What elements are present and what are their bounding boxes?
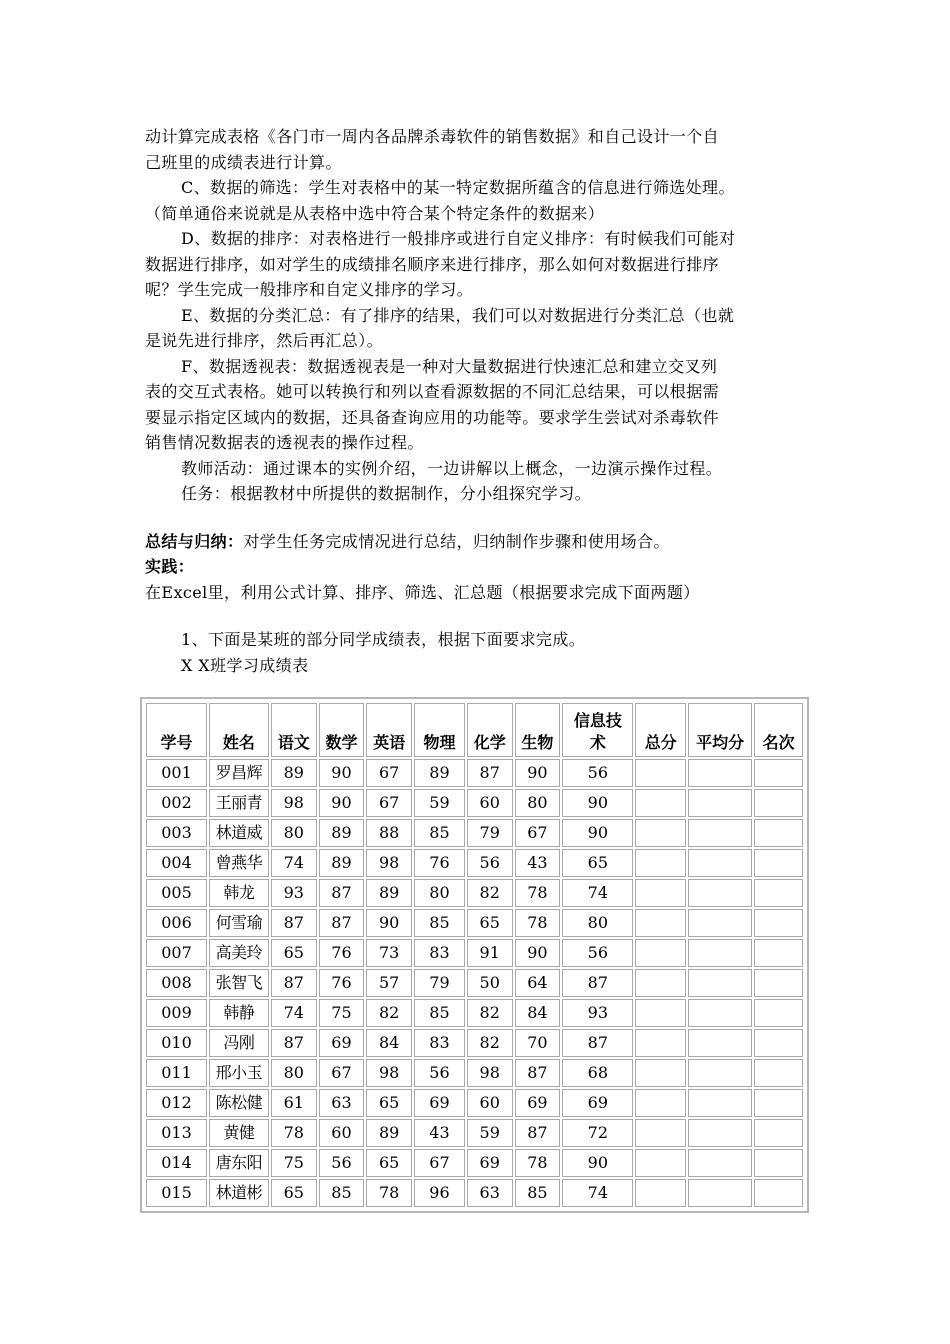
table-row	[146, 1119, 803, 1147]
table-cell: 85	[319, 1179, 365, 1207]
paragraph: 表的交互式表格。她可以转换行和列以查看源数据的不同汇总结果，可以根据需	[145, 382, 720, 401]
header-cell: 语文	[271, 703, 317, 757]
name-cell: 韩龙	[209, 879, 269, 907]
name-cell: 王丽青	[209, 789, 269, 817]
table-cell: 74	[271, 999, 317, 1027]
table-cell: 83	[414, 939, 465, 967]
header-cell: 总分	[635, 703, 686, 757]
table-cell	[754, 1059, 803, 1087]
table-cell: 90	[515, 759, 561, 787]
table-cell: 96	[414, 1179, 465, 1207]
table-cell	[635, 1089, 686, 1117]
table-cell	[688, 879, 752, 907]
table-cell: 83	[414, 1029, 465, 1057]
table-cell	[754, 879, 803, 907]
table-cell: 57	[366, 969, 412, 997]
paragraph: F、数据透视表：数据透视表是一种对大量数据进行快速汇总和建立交叉列	[181, 356, 718, 376]
grade-table	[144, 701, 805, 1209]
table-cell: 013	[146, 1119, 207, 1147]
task-1: 1、下面是某班的部分同学成绩表，根据下面要求完成。	[181, 630, 586, 649]
table-cell: 63	[467, 1179, 513, 1207]
paragraph: C、数据的筛选：学生对表格中的某一特定数据所蕴含的信息进行筛选处理。	[181, 178, 735, 197]
table-cell: 67	[319, 1059, 365, 1087]
table-cell: 50	[467, 969, 513, 997]
table-cell	[688, 759, 752, 787]
header-cell: 数学	[319, 703, 365, 757]
table-row	[146, 1179, 803, 1207]
practice-label: 实践：	[145, 557, 195, 576]
table-cell	[635, 879, 686, 907]
table-cell	[688, 939, 752, 967]
table-cell: 69	[467, 1149, 513, 1177]
table-cell: 65	[467, 909, 513, 937]
name-cell: 陈松健	[209, 1089, 269, 1117]
table-cell: 67	[366, 759, 412, 787]
table-cell	[754, 819, 803, 847]
table-cell: 56	[319, 1149, 365, 1177]
table-cell: 93	[271, 879, 317, 907]
table-cell: 67	[366, 789, 412, 817]
table-cell	[688, 909, 752, 937]
table-cell: 009	[146, 999, 207, 1027]
table-row	[146, 1059, 803, 1087]
table-cell	[635, 759, 686, 787]
table-cell: 59	[414, 789, 465, 817]
table-cell: 90	[319, 759, 365, 787]
table-row	[146, 909, 803, 937]
table-cell	[635, 969, 686, 997]
table-row	[146, 999, 803, 1027]
table-cell	[688, 789, 752, 817]
document-body	[145, 124, 815, 678]
table-cell	[635, 1149, 686, 1177]
table-row	[146, 759, 803, 787]
name-cell: 韩静	[209, 999, 269, 1027]
table-cell: 87	[562, 969, 633, 997]
table-cell: 88	[366, 819, 412, 847]
table-cell: 87	[515, 1119, 561, 1147]
spacer	[145, 507, 815, 529]
table-cell: 98	[366, 1059, 412, 1087]
practice-text: 在Excel里，利用公式计算、排序、筛选、汇总题（根据要求完成下面两题）	[145, 582, 700, 602]
table-cell	[754, 999, 803, 1027]
table-cell: 90	[515, 939, 561, 967]
table-cell	[635, 849, 686, 877]
table-cell: 80	[515, 789, 561, 817]
table-cell: 006	[146, 909, 207, 937]
table-cell: 79	[467, 819, 513, 847]
table-cell: 43	[515, 849, 561, 877]
paragraph: 己班里的成绩表进行计算。	[145, 152, 342, 172]
table-cell: 76	[319, 969, 365, 997]
table-cell: 89	[414, 759, 465, 787]
table-cell	[635, 1059, 686, 1087]
table-cell: 69	[319, 1029, 365, 1057]
table-cell: 90	[366, 909, 412, 937]
table-cell: 78	[515, 1149, 561, 1177]
table-cell	[635, 1029, 686, 1057]
table-cell: 74	[562, 1179, 633, 1207]
header-cell: 物理	[414, 703, 465, 757]
table-row	[146, 849, 803, 877]
table-cell: 87	[271, 1029, 317, 1057]
table-cell: 87	[467, 759, 513, 787]
table-cell	[635, 999, 686, 1027]
table-cell: 89	[319, 849, 365, 877]
table-cell: 69	[515, 1089, 561, 1117]
table-cell: 011	[146, 1059, 207, 1087]
table-cell: 60	[467, 1089, 513, 1117]
table-cell: 85	[515, 1179, 561, 1207]
table-cell: 80	[271, 1059, 317, 1087]
paragraph: （简单通俗来说就是从表格中选中符合某个特定条件的数据来）	[145, 203, 605, 223]
name-cell: 高美玲	[209, 939, 269, 967]
table-cell	[754, 909, 803, 937]
paragraph: E、数据的分类汇总：有了排序的结果，我们可以对数据进行分类汇总（也就	[181, 305, 735, 325]
table-cell: 78	[515, 879, 561, 907]
table-cell: 89	[271, 759, 317, 787]
table-cell: 60	[467, 789, 513, 817]
table-cell: 87	[319, 879, 365, 907]
table-cell: 98	[366, 849, 412, 877]
paragraph: 是说先进行排序，然后再汇总）。	[145, 331, 384, 350]
table-cell: 65	[271, 1179, 317, 1207]
table-cell: 008	[146, 969, 207, 997]
table-cell: 89	[366, 1119, 412, 1147]
paragraph: D、数据的排序：对表格进行一般排序或进行自定义排序：有时候我们可能对	[181, 229, 736, 248]
table-cell	[754, 849, 803, 877]
table-cell: 72	[562, 1119, 633, 1147]
table-cell: 74	[562, 879, 633, 907]
table-cell: 98	[467, 1059, 513, 1087]
table-cell: 90	[562, 1149, 633, 1177]
table-cell: 68	[562, 1059, 633, 1087]
table-cell: 87	[562, 1029, 633, 1057]
header-cell: 英语	[366, 703, 412, 757]
name-cell: 林道彬	[209, 1179, 269, 1207]
table-cell	[754, 1089, 803, 1117]
table-cell	[754, 789, 803, 817]
paragraph: 要显示指定区域内的数据，还具备查询应用的功能等。要求学生尝试对杀毒软件	[145, 407, 720, 427]
table-cell	[688, 819, 752, 847]
table-row	[146, 879, 803, 907]
paragraph: 销售情况数据表的透视表的操作过程。	[145, 433, 424, 452]
table-cell: 74	[271, 849, 317, 877]
paragraph: 数据进行排序，如对学生的成绩排名顺序来进行排序，那么如何对数据进行排序	[145, 254, 720, 274]
table-cell: 78	[271, 1119, 317, 1147]
table-cell	[754, 969, 803, 997]
name-cell: 冯刚	[209, 1029, 269, 1057]
table-cell	[754, 1119, 803, 1147]
summary-label: 总结与归纳：	[145, 531, 244, 551]
table-cell: 012	[146, 1089, 207, 1117]
table-cell: 005	[146, 879, 207, 907]
table-cell: 56	[562, 759, 633, 787]
table-cell: 93	[562, 999, 633, 1027]
table-cell: 69	[414, 1089, 465, 1117]
table-cell: 90	[562, 789, 633, 817]
table-cell: 60	[319, 1119, 365, 1147]
header-cell: 学号	[146, 703, 207, 757]
table-cell	[688, 1149, 752, 1177]
table-cell	[688, 1059, 752, 1087]
table-cell: 67	[414, 1149, 465, 1177]
table-cell: 76	[414, 849, 465, 877]
table-cell	[688, 999, 752, 1027]
table-cell: 91	[467, 939, 513, 967]
table-cell: 85	[414, 909, 465, 937]
table-cell	[635, 789, 686, 817]
table-row	[146, 939, 803, 967]
table-cell: 82	[366, 999, 412, 1027]
name-cell: 何雪瑜	[209, 909, 269, 937]
table-cell: 87	[271, 909, 317, 937]
name-cell: 黄健	[209, 1119, 269, 1147]
table-cell	[754, 1179, 803, 1207]
table-cell: 80	[271, 819, 317, 847]
table-cell: 78	[515, 909, 561, 937]
table-cell	[754, 1029, 803, 1057]
table-cell: 64	[515, 969, 561, 997]
table-row	[146, 1089, 803, 1117]
table-cell: 56	[414, 1059, 465, 1087]
header-cell: 信息技术	[562, 703, 633, 757]
table-row	[146, 969, 803, 997]
table-cell: 002	[146, 789, 207, 817]
table-cell: 79	[414, 969, 465, 997]
table-header-row	[146, 703, 803, 757]
table-cell: 010	[146, 1029, 207, 1057]
table-cell: 87	[515, 1059, 561, 1087]
paragraph: 呢？学生完成一般排序和自定义排序的学习。	[145, 280, 474, 299]
table-cell: 59	[467, 1119, 513, 1147]
table-cell: 90	[562, 819, 633, 847]
table-row	[146, 1029, 803, 1057]
paragraph: 教师活动：通过课本的实例介绍，一边讲解以上概念，一边演示操作过程。	[181, 458, 723, 478]
table-row	[146, 1149, 803, 1177]
name-cell: 张智飞	[209, 969, 269, 997]
table-cell: 007	[146, 939, 207, 967]
table-cell: 75	[319, 999, 365, 1027]
table-cell: 63	[319, 1089, 365, 1117]
table-cell: 82	[467, 879, 513, 907]
table-cell: 85	[414, 819, 465, 847]
table-cell: 65	[366, 1089, 412, 1117]
table-cell: 003	[146, 819, 207, 847]
table-cell: 65	[562, 849, 633, 877]
table-cell: 43	[414, 1119, 465, 1147]
spacer	[145, 605, 815, 627]
table-row	[146, 789, 803, 817]
table-cell	[635, 939, 686, 967]
table-cell: 90	[319, 789, 365, 817]
table-cell: 85	[414, 999, 465, 1027]
table-cell: 82	[467, 999, 513, 1027]
table-body	[146, 759, 803, 1207]
practice-line	[145, 554, 815, 580]
table-cell: 70	[515, 1029, 561, 1057]
table-cell: 89	[366, 879, 412, 907]
table-cell	[688, 1179, 752, 1207]
table-cell: 82	[467, 1029, 513, 1057]
table-cell	[635, 909, 686, 937]
table-cell	[754, 1149, 803, 1177]
table-cell	[635, 1119, 686, 1147]
table-cell: 84	[366, 1029, 412, 1057]
header-cell: 姓名	[209, 703, 269, 757]
table-cell: 65	[366, 1149, 412, 1177]
table-cell: 98	[271, 789, 317, 817]
table-cell	[688, 969, 752, 997]
table-title: X X班学习成绩表	[181, 655, 309, 675]
table-cell: 65	[271, 939, 317, 967]
name-cell: 唐东阳	[209, 1149, 269, 1177]
table-cell: 89	[319, 819, 365, 847]
table-cell	[688, 1029, 752, 1057]
table-cell	[635, 819, 686, 847]
summary-line	[145, 529, 815, 555]
paragraph: 动计算完成表格《各门市一周内各品牌杀毒软件的销售数据》和自己设计一个自	[145, 127, 720, 146]
table-cell	[688, 1119, 752, 1147]
header-cell: 名次	[754, 703, 803, 757]
table-cell: 84	[515, 999, 561, 1027]
table-cell: 75	[271, 1149, 317, 1177]
paragraph: 任务：根据教材中所提供的数据制作，分小组探究学习。	[181, 484, 592, 503]
table-cell: 015	[146, 1179, 207, 1207]
table-cell: 69	[562, 1089, 633, 1117]
summary-text: 对学生任务完成情况进行总结，归纳制作步骤和使用场合。	[243, 531, 670, 551]
table-cell: 80	[562, 909, 633, 937]
header-cell: 平均分	[688, 703, 752, 757]
header-cell: 化学	[467, 703, 513, 757]
table-cell: 004	[146, 849, 207, 877]
name-cell: 林道威	[209, 819, 269, 847]
table-cell	[754, 759, 803, 787]
name-cell: 曾燕华	[209, 849, 269, 877]
table-cell	[688, 849, 752, 877]
name-cell: 罗昌辉	[209, 759, 269, 787]
table-cell: 56	[467, 849, 513, 877]
header-cell: 生物	[515, 703, 561, 757]
table-row	[146, 819, 803, 847]
table-cell	[688, 1089, 752, 1117]
table-cell: 56	[562, 939, 633, 967]
name-cell: 邢小玉	[209, 1059, 269, 1087]
table-cell: 78	[366, 1179, 412, 1207]
table-cell: 80	[414, 879, 465, 907]
table-cell: 014	[146, 1149, 207, 1177]
table-cell: 73	[366, 939, 412, 967]
grade-table-frame	[140, 697, 809, 1213]
table-cell: 76	[319, 939, 365, 967]
table-cell: 001	[146, 759, 207, 787]
table-cell: 61	[271, 1089, 317, 1117]
table-cell	[635, 1179, 686, 1207]
table-cell	[754, 939, 803, 967]
table-cell: 87	[271, 969, 317, 997]
table-cell: 87	[319, 909, 365, 937]
table-cell: 67	[515, 819, 561, 847]
